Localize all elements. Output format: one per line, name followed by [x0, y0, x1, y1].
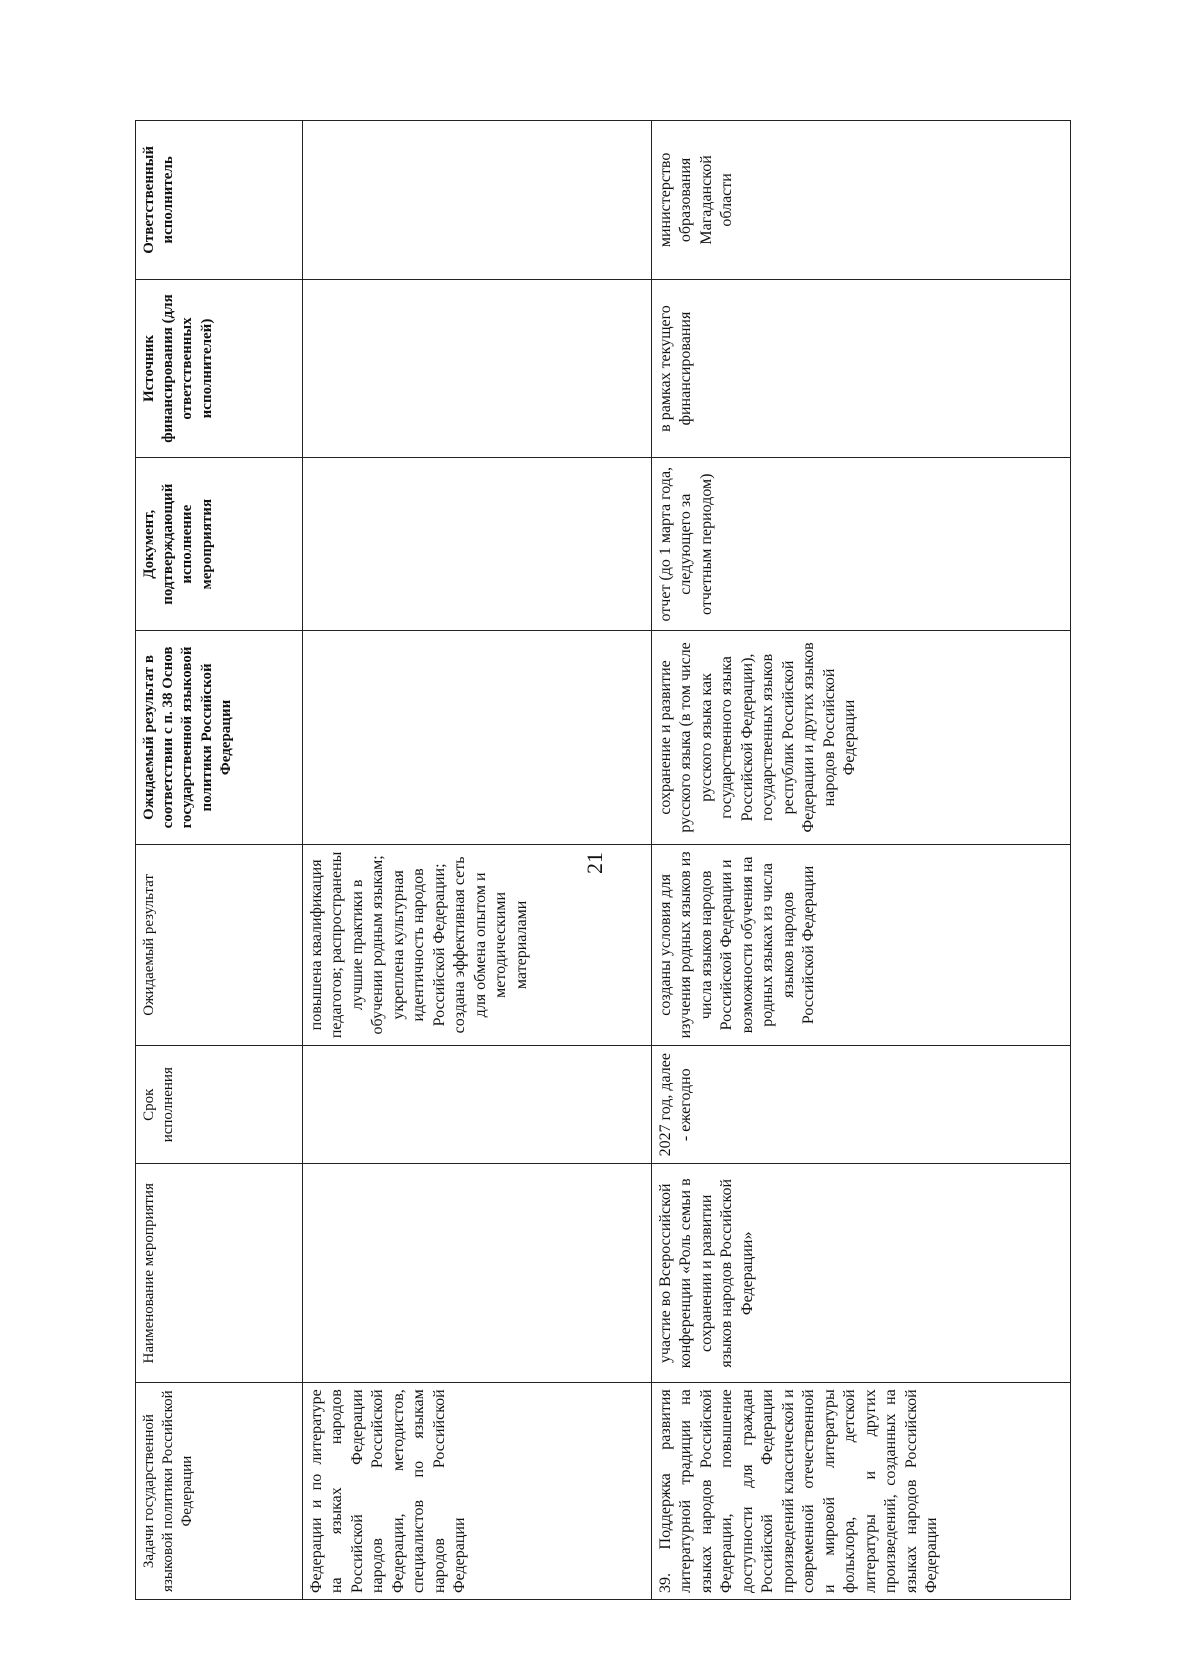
cell-deadline: 2027 год, далее - ежегодно: [652, 1046, 1071, 1164]
table-row-continued: [303, 121, 652, 1600]
cell-funding: [303, 279, 652, 457]
cell-document: отчет (до 1 марта года, следующего за отчетным периодом): [652, 458, 1071, 631]
header-funding: Источник финансирования (для ответственных исполнителей): [136, 279, 303, 457]
cell-expected-fundamentals: сохранение и развитие русского языка (в том числе русского языка как государственного языка Российской Федерации), государственных языков республик Российской Федерации и других языков народов Российской Федерации: [652, 631, 1071, 844]
cell-event: [303, 1164, 652, 1383]
page-number: 21: [582, 852, 607, 874]
cell-deadline: [303, 1046, 652, 1164]
header-expected: Ожидаемый результат: [136, 844, 303, 1045]
cell-task: 39. Поддержка развития литературной традиции на языках народов Российской Федерации, повышение доступности для граждан Российской Федерации произведений классической и современной отечественной и мировой литературы фольклора, детской литературы и других произведений, созданных на языках народов Российской Федерации: [652, 1383, 1071, 1600]
cell-event: участие во Всероссийской конференции «Роль семьи в сохранении и развитии языков народов Российской Федерации»: [652, 1164, 1071, 1383]
table-row-39: [652, 121, 1071, 1600]
cell-expected-fundamentals: [303, 631, 652, 844]
measures-table: [135, 120, 1071, 1600]
header-expected-fundamentals: Ожидаемый результат в соответствии с п. 38 Основ государственной языковой политики Российской Федерации: [136, 631, 303, 844]
header-document: Документ, подтверждающий исполнение мероприятия: [136, 458, 303, 631]
cell-task: Федерации и по литературе на языках народов Российской Федерации народов Российской Федерации, методистов, специалистов по языкам народов Российской Федерации: [303, 1383, 652, 1600]
cell-responsible: [303, 121, 652, 280]
header-deadline: Срок исполнения: [136, 1046, 303, 1164]
cell-document: [303, 458, 652, 631]
cell-funding: в рамках текущего финансирования: [652, 279, 1071, 457]
header-event: Наименование мероприятия: [136, 1164, 303, 1383]
cell-expected: созданы условия для изучения родных языков из числа языков народов Российской Федерации и возможности обучения на родных языках из числа языков народов Российской Федерации: [652, 844, 1071, 1045]
table-header-row: [136, 121, 303, 1600]
header-task: Задачи государственной языковой политики Российской Федерации: [136, 1383, 303, 1600]
cell-responsible: министерство образования Магаданской области: [652, 121, 1071, 280]
header-responsible: Ответственный исполнитель: [136, 121, 303, 280]
rotated-table-wrapper: [135, 120, 1065, 1600]
cell-expected: повышена квалификация педагогов; распространены лучшие практики в обучении родным языкам; укреплена культурная идентичность народов Российской Федерации; создана эффективная сеть для обмена опытом и методическими материалами: [303, 844, 652, 1045]
